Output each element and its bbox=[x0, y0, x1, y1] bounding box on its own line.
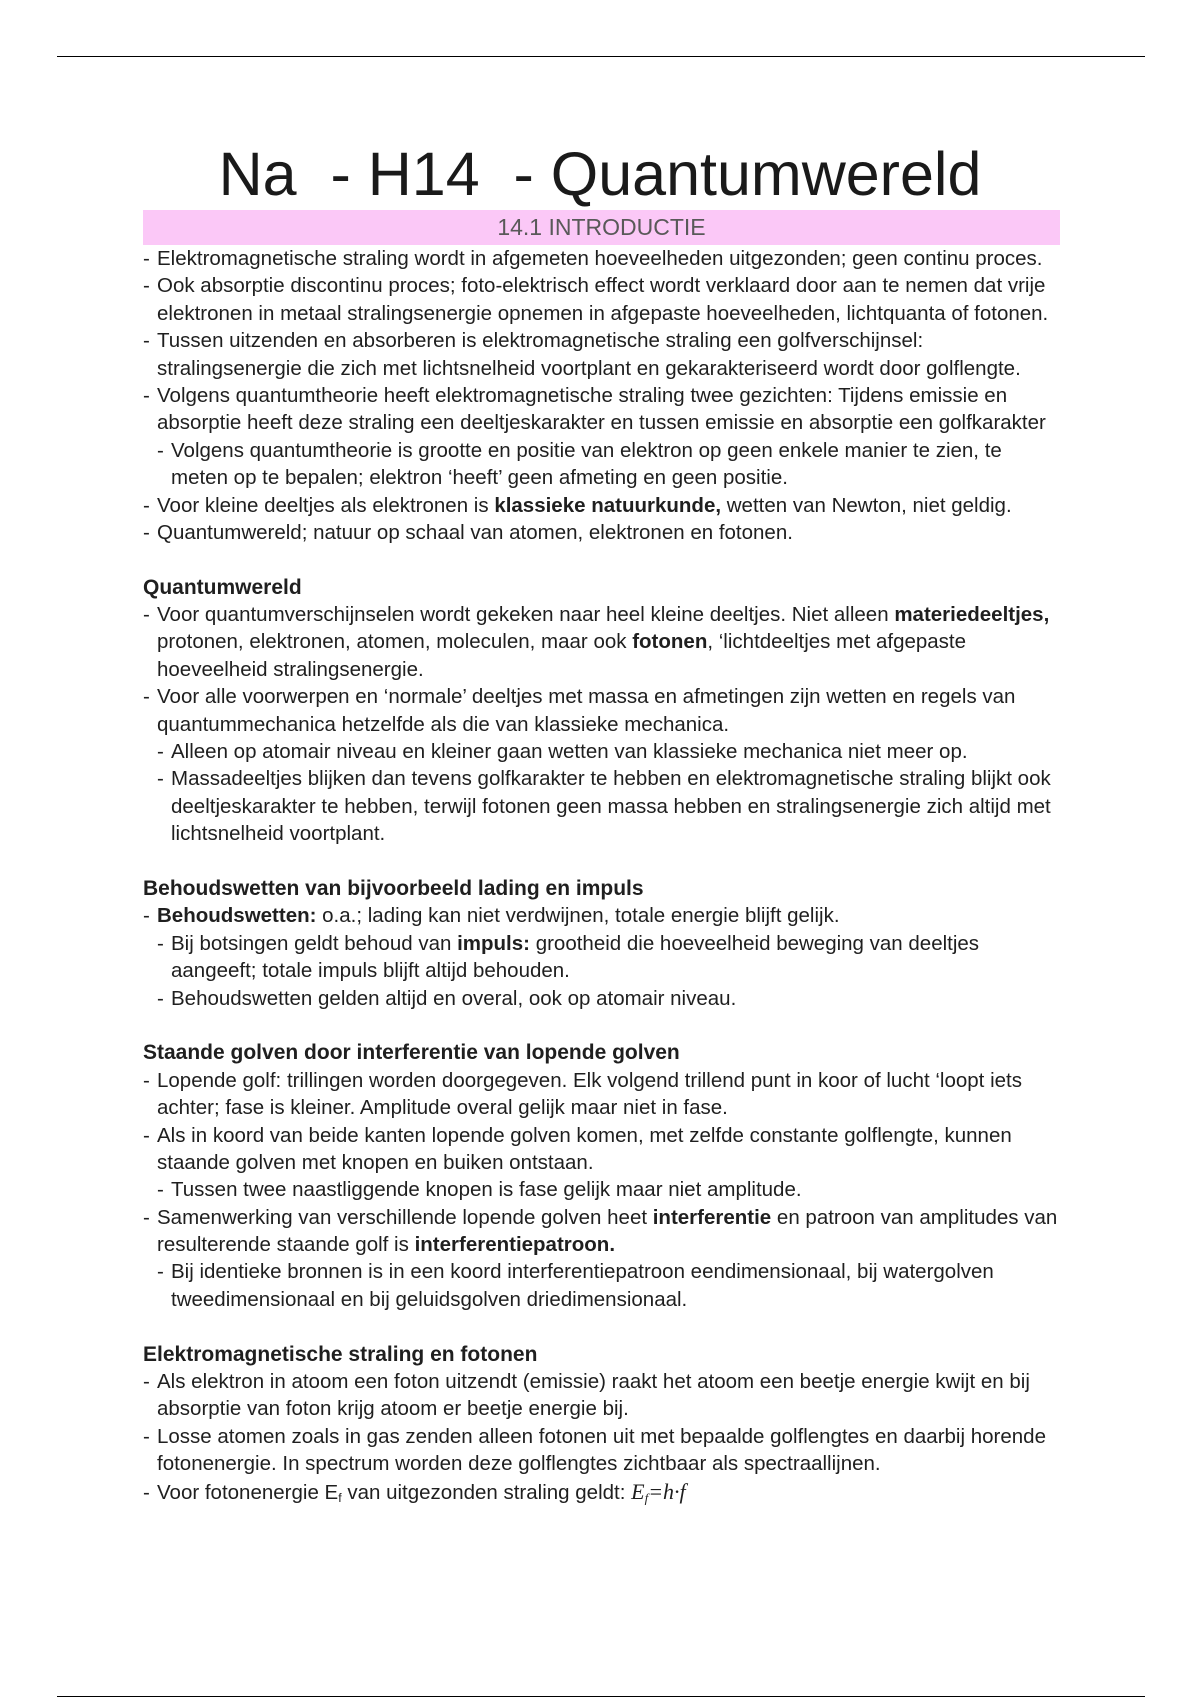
bullet-marker: - bbox=[143, 329, 150, 353]
text-segment: Behoudswetten gelden altijd en overal, ook op atomair niveau. bbox=[171, 986, 737, 1010]
bullet-marker: - bbox=[157, 986, 164, 1010]
bold-text: fotonen bbox=[632, 630, 708, 654]
list-item bbox=[157, 738, 1143, 765]
text-line bbox=[143, 628, 1143, 655]
section-heading: Behoudswetten van bijvoorbeeld lading en impuls bbox=[143, 876, 644, 900]
text-segment: hoeveelheid stralingsenergie. bbox=[157, 657, 424, 681]
list-item bbox=[143, 382, 1143, 437]
bullet-marker: - bbox=[143, 383, 150, 407]
text-line bbox=[157, 738, 1143, 765]
text-segment: o.a.; lading kan niet verdwijnen, totale energie blijft gelijk. bbox=[316, 904, 840, 928]
text-segment: en patroon van amplitudes van bbox=[771, 1205, 1058, 1229]
text-segment: wetten van Newton, niet geldig. bbox=[721, 493, 1012, 517]
bullet-marker: - bbox=[143, 1370, 150, 1394]
bullet-marker: - bbox=[143, 1068, 150, 1092]
text-segment: Bij botsingen geldt behoud van bbox=[171, 931, 458, 955]
text-segment: Als elektron in atoom een foton uitzendt (emissie) raakt het atoom een beetje energie kwijt en bij bbox=[157, 1370, 1030, 1394]
list-item bbox=[143, 1478, 1143, 1505]
list-item bbox=[143, 601, 1143, 683]
section bbox=[143, 245, 1143, 546]
section bbox=[143, 875, 1143, 1012]
bullet-marker: - bbox=[157, 438, 164, 462]
text-line bbox=[157, 1176, 1143, 1203]
list-item bbox=[143, 1122, 1143, 1177]
text-line bbox=[143, 492, 1143, 519]
text-segment: grootheid die hoeveelheid beweging van deeltjes bbox=[530, 931, 980, 955]
text-segment: staande golven met knopen en buiken ontstaan. bbox=[157, 1150, 594, 1174]
text-line bbox=[143, 327, 1143, 354]
section-heading: Staande golven door interferentie van lopende golven bbox=[143, 1041, 680, 1065]
text-segment: stralingsenergie die zich met lichtsnelheid voortplant en gekarakteriseerd wordt door golflengte. bbox=[157, 356, 1021, 380]
text-segment: fotonenergie. In spectrum worden deze golflengtes zichtbaar als spectraallijnen. bbox=[157, 1452, 881, 1476]
bullet-marker: - bbox=[143, 247, 150, 270]
bullet-marker: - bbox=[143, 1480, 150, 1504]
list-item bbox=[157, 1258, 1143, 1313]
text-segment: Volgens quantumtheorie heeft elektromagnetische straling twee gezichten: Tijdens emissie en bbox=[157, 383, 1008, 407]
bullet-marker: - bbox=[143, 1123, 150, 1147]
list-item bbox=[143, 272, 1143, 327]
text-line bbox=[143, 1395, 1143, 1422]
text-line bbox=[157, 957, 1143, 984]
text-line bbox=[143, 1094, 1143, 1121]
text-line bbox=[143, 683, 1143, 710]
bullet-marker: - bbox=[143, 1424, 150, 1448]
list-item bbox=[143, 1423, 1143, 1478]
text-line bbox=[143, 902, 1143, 929]
section bbox=[143, 574, 1143, 848]
text-line bbox=[143, 1423, 1143, 1450]
text-line bbox=[157, 985, 1143, 1012]
bullet-marker: - bbox=[157, 740, 164, 764]
text-segment: van uitgezonden straling geldt: bbox=[341, 1480, 632, 1504]
bold-text: materiedeeltjes, bbox=[894, 603, 1050, 627]
bullet-marker: - bbox=[143, 493, 150, 517]
section-heading: Elektromagnetische straling en fotonen bbox=[143, 1342, 538, 1366]
text-line bbox=[143, 300, 1143, 327]
text-segment: meten op te bepalen; elektron ‘heeft’ geen afmeting en geen positie. bbox=[171, 466, 788, 490]
section bbox=[143, 1039, 1143, 1313]
text-segment: achter; fase is kleiner. Amplitude overal gelijk maar niet in fase. bbox=[157, 1096, 728, 1120]
bottom-rule bbox=[57, 1696, 1145, 1697]
text-line bbox=[157, 1286, 1143, 1313]
text-segment: Alleen op atomair niveau en kleiner gaan wetten van klassieke mechanica niet meer op. bbox=[171, 740, 968, 764]
text-segment: Bij identieke bronnen is in een koord interferentiepatroon eendimensionaal, bij watergolven bbox=[171, 1260, 994, 1284]
text-line bbox=[143, 272, 1143, 299]
text-segment: tweedimensionaal en bij geluidsgolven driedimensionaal. bbox=[171, 1287, 688, 1311]
text-segment: Tussen uitzenden en absorberen is elektromagnetische straling een golfverschijnsel: bbox=[157, 329, 924, 353]
bullet-marker: - bbox=[143, 685, 150, 709]
text-line bbox=[143, 382, 1143, 409]
bold-text: klassieke natuurkunde, bbox=[494, 493, 722, 517]
list-item bbox=[143, 1204, 1143, 1259]
list-item bbox=[143, 1368, 1143, 1423]
text-line bbox=[143, 245, 1143, 272]
text-segment: absorptie van foton krijg atoom er beetje energie bij. bbox=[157, 1397, 629, 1421]
formula-part: E bbox=[631, 1478, 645, 1504]
text-segment: lichtsnelheid voortplant. bbox=[171, 822, 386, 846]
text-line bbox=[143, 1231, 1143, 1258]
text-line bbox=[143, 711, 1143, 738]
text-line bbox=[143, 601, 1143, 628]
section-heading: Quantumwereld bbox=[143, 575, 302, 599]
text-segment: Lopende golf: trillingen worden doorgegeven. Elk volgend trillend punt in koor of lucht ‘loopt iets bbox=[157, 1068, 1022, 1092]
text-segment: Volgens quantumtheorie is grootte en positie van elektron op geen enkele manier te zien, te bbox=[171, 438, 1002, 462]
bullet-marker: - bbox=[157, 1178, 164, 1202]
formula-part: =h·f bbox=[648, 1478, 686, 1504]
list-item bbox=[143, 327, 1143, 382]
text-segment: deeltjeskarakter te hebben, terwijl fotonen geen massa hebben en stralingsenergie zich altijd met bbox=[171, 794, 1051, 818]
document-body bbox=[143, 245, 1143, 1505]
text-segment: Losse atomen zoals in gas zenden alleen fotonen uit met bepaalde golflengtes en daarbij horende bbox=[157, 1424, 1046, 1448]
bullet-marker: - bbox=[143, 274, 150, 298]
bullet-marker: - bbox=[143, 904, 150, 928]
page-title: Na - H14 - Quantumwereld bbox=[218, 140, 982, 208]
text-segment: Tussen twee naastliggende knopen is fase gelijk maar niet amplitude. bbox=[171, 1178, 802, 1202]
bullet-marker: - bbox=[157, 767, 164, 791]
text-segment: protonen, elektronen, atomen, moleculen, maar ook bbox=[157, 630, 633, 654]
bullet-marker: - bbox=[143, 520, 150, 544]
text-line bbox=[157, 464, 1143, 491]
top-rule bbox=[57, 56, 1145, 57]
text-segment: Elektromagnetische straling wordt in afgemeten hoeveelheden uitgezonden; geen continu proces. bbox=[157, 247, 1043, 270]
text-segment: Voor quantumverschijnselen wordt gekeken naar heel kleine deeltjes. Niet alleen bbox=[157, 603, 895, 627]
text-segment: Voor kleine deeltjes als elektronen is bbox=[157, 493, 495, 517]
list-item bbox=[157, 1176, 1143, 1203]
text-line bbox=[157, 1258, 1143, 1285]
text-segment: Voor fotonenergie E bbox=[157, 1480, 339, 1504]
list-item bbox=[143, 245, 1143, 272]
text-segment: Als in koord van beide kanten lopende golven komen, met zelfde constante golflengte, kunnen bbox=[157, 1123, 1012, 1147]
text-segment: Ook absorptie discontinu proces; foto-elektrisch effect wordt verklaard door aan te nemen dat vrije bbox=[157, 274, 1046, 298]
text-line bbox=[157, 765, 1143, 792]
text-line bbox=[157, 820, 1143, 847]
bold-text: interferentiepatroon. bbox=[414, 1233, 616, 1257]
text-segment: Massadeeltjes blijken dan tevens golfkarakter te hebben en elektromagnetische straling blijkt ook bbox=[171, 767, 1051, 791]
text-segment: elektronen in metaal stralingsenergie opnemen in afgepaste hoeveelheden, lichtquanta of fotonen. bbox=[157, 301, 1049, 325]
bullet-marker: - bbox=[157, 1260, 164, 1284]
text-line bbox=[143, 1368, 1143, 1395]
section bbox=[143, 1341, 1143, 1505]
text-segment: Samenwerking van verschillende lopende golven heet bbox=[157, 1205, 653, 1229]
formula-subscript: f bbox=[644, 1489, 649, 1505]
text-line bbox=[143, 1149, 1143, 1176]
list-item bbox=[143, 492, 1143, 519]
text-line bbox=[143, 1067, 1143, 1094]
bold-text: impuls: bbox=[457, 931, 530, 955]
list-item bbox=[157, 765, 1143, 847]
text-segment: Quantumwereld; natuur op schaal van atomen, elektronen en fotonen. bbox=[157, 520, 793, 544]
text-line bbox=[157, 793, 1143, 820]
text-segment: resulterende staande golf is bbox=[157, 1233, 415, 1257]
text-segment: , ‘lichtdeeltjes met afgepaste bbox=[707, 630, 967, 654]
list-item bbox=[157, 437, 1143, 492]
text-line bbox=[157, 930, 1143, 957]
list-item bbox=[143, 1067, 1143, 1122]
text-segment: quantummechanica hetzelfde als die van klassieke mechanica. bbox=[157, 712, 730, 736]
text-line bbox=[157, 437, 1143, 464]
text-line bbox=[143, 355, 1143, 382]
bullet-marker: - bbox=[157, 931, 164, 955]
chapter-banner: 14.1 INTRODUCTIE bbox=[143, 210, 1060, 245]
text-segment: absorptie heeft deze straling een deeltjeskarakter en tussen emissie en absorptie een golfkarakter bbox=[157, 411, 1046, 435]
list-item bbox=[143, 519, 1143, 546]
bold-text: interferentie bbox=[652, 1205, 772, 1229]
text-line bbox=[143, 1122, 1143, 1149]
text-line bbox=[143, 1478, 1143, 1505]
bullet-marker: - bbox=[143, 1205, 150, 1229]
text-segment: aangeeft; totale impuls blijft altijd behouden. bbox=[171, 959, 570, 983]
list-item bbox=[157, 985, 1143, 1012]
text-line bbox=[143, 519, 1143, 546]
text-segment: Voor alle voorwerpen en ‘normale’ deeltjes met massa en afmetingen zijn wetten en regels van bbox=[157, 685, 1016, 709]
text-line bbox=[143, 1450, 1143, 1477]
text-line bbox=[143, 409, 1143, 436]
subscript: f bbox=[338, 1490, 342, 1505]
list-item bbox=[143, 902, 1143, 929]
text-line bbox=[143, 656, 1143, 683]
bold-text: Behoudswetten: bbox=[157, 904, 317, 928]
text-line bbox=[143, 1204, 1143, 1231]
list-item bbox=[143, 683, 1143, 738]
bullet-marker: - bbox=[143, 603, 150, 627]
list-item bbox=[157, 930, 1143, 985]
